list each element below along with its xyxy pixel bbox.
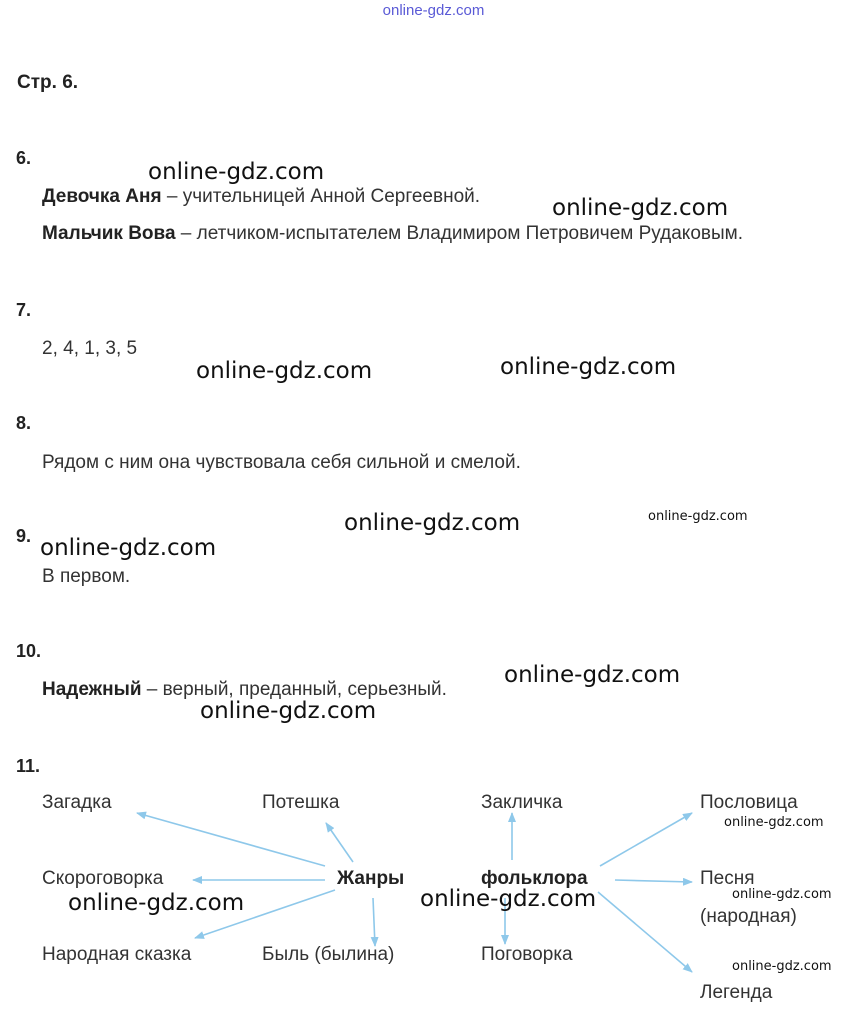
node-narodnaya: (народная) bbox=[700, 906, 797, 927]
arrow-to-poslovitsa bbox=[600, 813, 692, 866]
task-6-line-2-bold: Мальчик Вова bbox=[42, 223, 176, 244]
watermark-small: online-gdz.com bbox=[732, 887, 832, 902]
center-zhanry: Жанры bbox=[337, 868, 405, 889]
node-pesnya: Песня bbox=[700, 868, 755, 889]
watermark: online-gdz.com bbox=[148, 159, 325, 185]
page-label: Стр. 6. bbox=[17, 72, 79, 93]
task-10-number: 10. bbox=[16, 641, 42, 661]
arrow-to-poteshka bbox=[326, 823, 353, 862]
task-6-line-1-rest: – учительницей Анной Сергеевной. bbox=[161, 186, 481, 207]
task-8-answer: Рядом с ним она чувствовала себя сильной и смелой. bbox=[42, 452, 521, 473]
node-poteshka: Потешка bbox=[262, 792, 340, 813]
task-8-number: 8. bbox=[16, 413, 32, 433]
watermark: online-gdz.com bbox=[40, 535, 217, 561]
watermark: online-gdz.com bbox=[552, 195, 729, 221]
arrow-to-pesnya bbox=[615, 880, 692, 882]
task-6-line-2-rest: – летчиком-испытателем Владимиром Петровичем Рудаковым. bbox=[175, 223, 743, 244]
task-6-line-1-bold: Девочка Аня bbox=[42, 186, 162, 207]
task-9-number: 9. bbox=[16, 526, 32, 546]
arrow-to-legenda bbox=[598, 892, 692, 972]
task-7-number: 7. bbox=[16, 300, 32, 320]
task-7-answer: 2, 4, 1, 3, 5 bbox=[42, 338, 138, 359]
node-zagadka: Загадка bbox=[42, 792, 112, 813]
watermark: online-gdz.com bbox=[504, 662, 681, 688]
task-11-number: 11. bbox=[16, 756, 41, 776]
node-skorogovorka: Скороговорка bbox=[42, 868, 164, 889]
watermark-small: online-gdz.com bbox=[648, 509, 748, 524]
header-watermark: online-gdz.com bbox=[382, 2, 485, 19]
arrow-to-zagadka bbox=[137, 813, 325, 866]
watermark: online-gdz.com bbox=[200, 698, 377, 724]
task-9-answer: В первом. bbox=[42, 566, 131, 587]
node-poslovitsa: Пословица bbox=[700, 792, 798, 813]
watermark: online-gdz.com bbox=[196, 358, 373, 384]
watermark: online-gdz.com bbox=[500, 354, 677, 380]
watermark: online-gdz.com bbox=[68, 890, 245, 916]
task-6-number: 6. bbox=[16, 148, 32, 168]
node-narodnaya-skazka: Народная сказка bbox=[42, 944, 192, 965]
watermark: online-gdz.com bbox=[420, 886, 597, 912]
watermark-small: online-gdz.com bbox=[724, 815, 824, 830]
node-pogovorka: Поговорка bbox=[481, 944, 573, 965]
task-10-rest: – верный, преданный, серьезный. bbox=[141, 679, 447, 700]
node-byl: Быль (былина) bbox=[262, 944, 395, 965]
node-zaklichka: Закличка bbox=[481, 792, 563, 813]
node-legenda: Легенда bbox=[700, 982, 773, 1003]
watermark-small: online-gdz.com bbox=[732, 959, 832, 974]
center-folklora: фольклора bbox=[481, 868, 588, 889]
arrow-to-byl bbox=[373, 898, 375, 946]
watermark: online-gdz.com bbox=[344, 510, 521, 536]
task-10-bold: Надежный bbox=[42, 679, 142, 700]
